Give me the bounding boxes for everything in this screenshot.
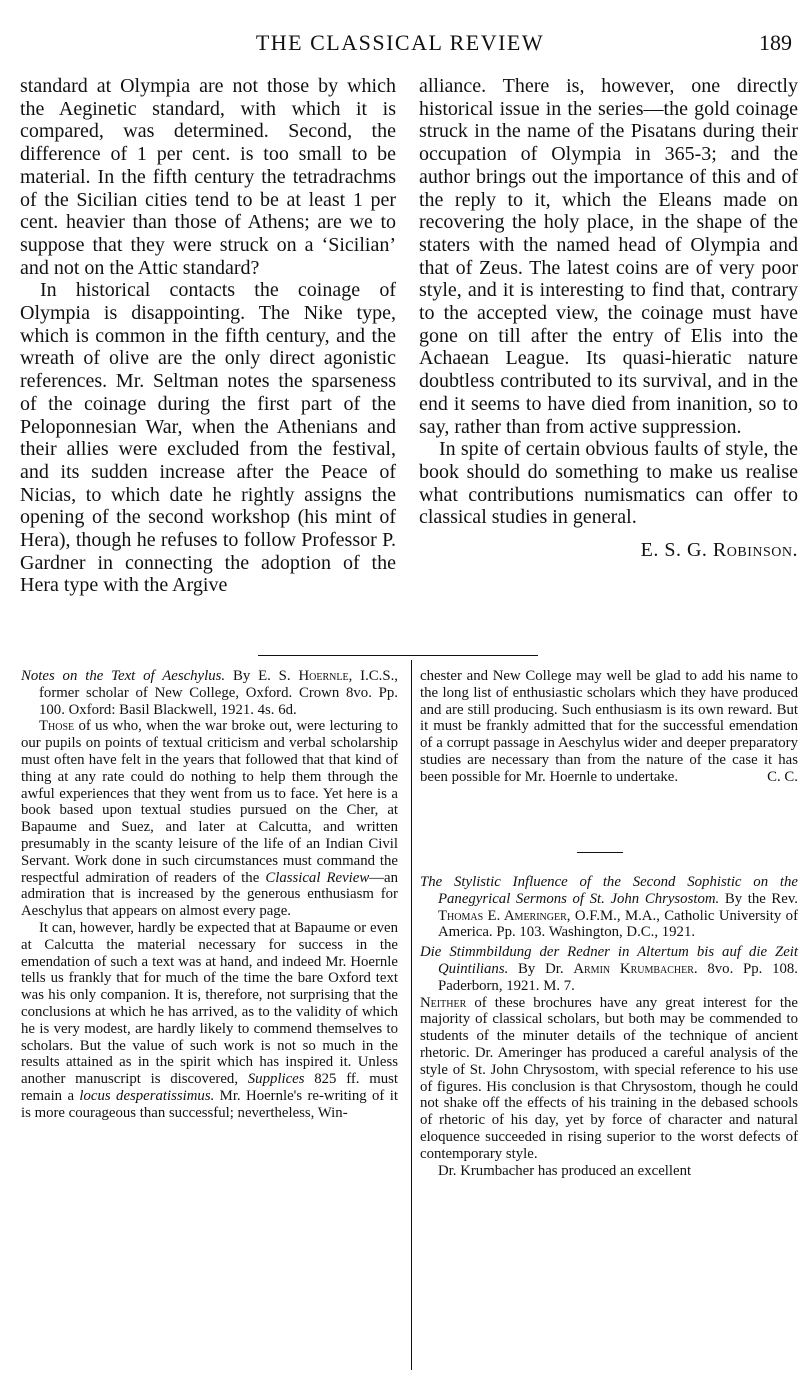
paragraph: In spite of certain obvious faults of style, the book should do something to make us realise what contributions numismatics can offer to classical studies in general. <box>419 438 798 529</box>
book-title: Die Stimmbildung der Redner in Altertum bis auf die Zeit Quintilians. <box>420 944 798 977</box>
book-author: Armin Krumbacher <box>573 960 694 977</box>
paragraph: Neither of these brochures have any great interest for the majority of classical scholars, but both may be commended to students of the minuter details of the technique of ancient rhetoric. Dr. Ameringer has produced a careful analysis of the style of St. John Chrysostom, with special reference to his use of figures. His conclusion is that Chrysostom, though he could not shake off the effects of his training in the debased schools of rhetoric of his day, yet by force of character and natural eloquence succeeded in rising superior to the worst defects of contemporary style. <box>420 994 798 1162</box>
short-divider-rule <box>577 852 623 853</box>
article-column-right <box>419 75 798 562</box>
book-author: Thomas E. Ameringer <box>438 907 567 924</box>
article-column-left <box>20 75 396 597</box>
paragraph: Those of us who, when the war broke out, were lecturing to our pupils on points of textual criticism and verbal scholarship must often have felt in the years that followed that that kind of thing at any rate could do nothing to help them through the awful experiences that they went from us to face. Yet here is a book based upon textual studies pursued on the Cher, at Bapaume and Suez, and later at Calcutta, and written presumably in the scanty leisure of the life of an Indian Civil Servant. Work done in such circumstances must command the respectful admiration of readers of the Classical Review—an admiration that is increased by the generous enthusiasm for Aeschylus that appears on almost every page. <box>21 718 398 920</box>
book-title: Notes on the Text of Aeschylus. <box>21 668 226 684</box>
running-head: THE CLASSICAL REVIEW <box>255 30 545 55</box>
paragraph: Dr. Krumbacher has produced an excellent <box>438 1162 692 1179</box>
review-aeschylus-right <box>420 668 798 786</box>
paragraph: standard at Olympia are not those by which the Aeginetic standard, with which it is compared, was determined. Second, the difference of 1 per cent. is too small to be material. In the fifth century the tetradrachms of the Sicilian cities tend to be at least 1 per cent. heavier than those of Athens; are we to suppose that they were struck on a ‘Sicilian’ and not on the Attic standard? <box>20 75 396 279</box>
book-citation: The Stylistic Influence of the Second Sophistic on the Panegyrical Sermons of St. John Chrysostom. By the Rev. Thomas E. Ameringer, O.F.M., M.A., Catholic University of America. Pp. 103. Washington, D.C., 1921. Die Stimmbildung der Redner in Altertum bis auf die Zeit Quintilians. By Dr. Armin Krumbacher. 8vo. Pp. 108. Paderborn, 1921. M. 7. <box>420 874 798 994</box>
page-header <box>0 30 800 58</box>
signature-cc: C. C. <box>767 768 798 785</box>
book-citation: Notes on the Text of Aeschylus. By E. S. Hoernle, I.C.S., former scholar of New College, Oxford. Crown 8vo. Pp. 100. Oxford: Basil Blackwell, 1921. 4s. 6d. <box>21 668 398 718</box>
review-aeschylus-left <box>21 668 398 1122</box>
book-title: The Stylistic Influence of the Second Sophistic on the Panegyrical Sermons of St. John Chrysostom. <box>420 874 798 907</box>
paragraph: In historical contacts the coinage of Olympia is disappointing. The Nike type, which is common in the fifth century, and the wreath of olive are the only direct agonistic references. Mr. Seltman notes the sparseness of the coinage during the first part of the Peloponnesian War, when the Athenians and their allies were excluded from the festival, and its sudden increase after the Peace of Nicias, to which date he rightly assigns the opening of the second workshop (his mint of Hera), though he refuses to follow Professor P. Gardner in connecting the adoption of the Hera type with the Argive <box>20 279 396 597</box>
paragraph: alliance. There is, however, one directly historical issue in the series—the gold coinage struck in the name of the Pisatans during their occupation of Olympia in 365-3; and the author brings out the importance of this and of the reply to it, which the Eleans made on recovering the holy place, in the shape of the staters with the named head of Olympia and that of Zeus. The latest coins are of very poor style, and it is interesting to find that, contrary to the accepted view, the coinage must have gone on till after the entry of Elis into the Achaean League. Its quasi-hieratic nature doubtless contributed to its survival, and in the end it seems to have died from inanition, so to say, rather than from active suppression. <box>419 75 798 438</box>
paragraph: chester and New College may well be glad to add his name to the long list of enthusiastic scholars which they have produced and are still producing. Such enthusiasm is its own reward. But it must be frankly admitted that for the successful emendation of a corrupt passage in Aeschylus wider and deeper preparatory studies are necessary than from the nature of the case it has been possible for Mr. Hoernle to undertake. C. C. <box>420 668 798 785</box>
section-divider-rule <box>258 655 538 656</box>
column-divider <box>411 660 412 1370</box>
paragraph: It can, however, hardly be expected that at Bapaume or even at Calcutta the material necessary for success in the emendation of such a text was at hand, and indeed Mr. Hoernle tells us frankly that for much of the time the bare Oxford text was his only companion. It is, therefore, not surprising that the conclusions at which he has arrived, as to the validity of which he is very modest, are hardly likely to commend themselves to scholars. But the value of such work is not so much in the results attained as in the spirit which has inspired it. Unless another manuscript is discovered, Supplices 825 ff. must remain a locus desperatissimus. Mr. Hoernle's re-writing of it is more courageous than successful; nevertheless, Win- <box>21 919 399 1121</box>
review-rhetoric <box>420 874 798 1179</box>
signature-robinson: E. S. G. Robinson. <box>640 539 798 562</box>
book-author: Hoernle <box>298 668 349 684</box>
page-number: 189 <box>759 30 792 55</box>
